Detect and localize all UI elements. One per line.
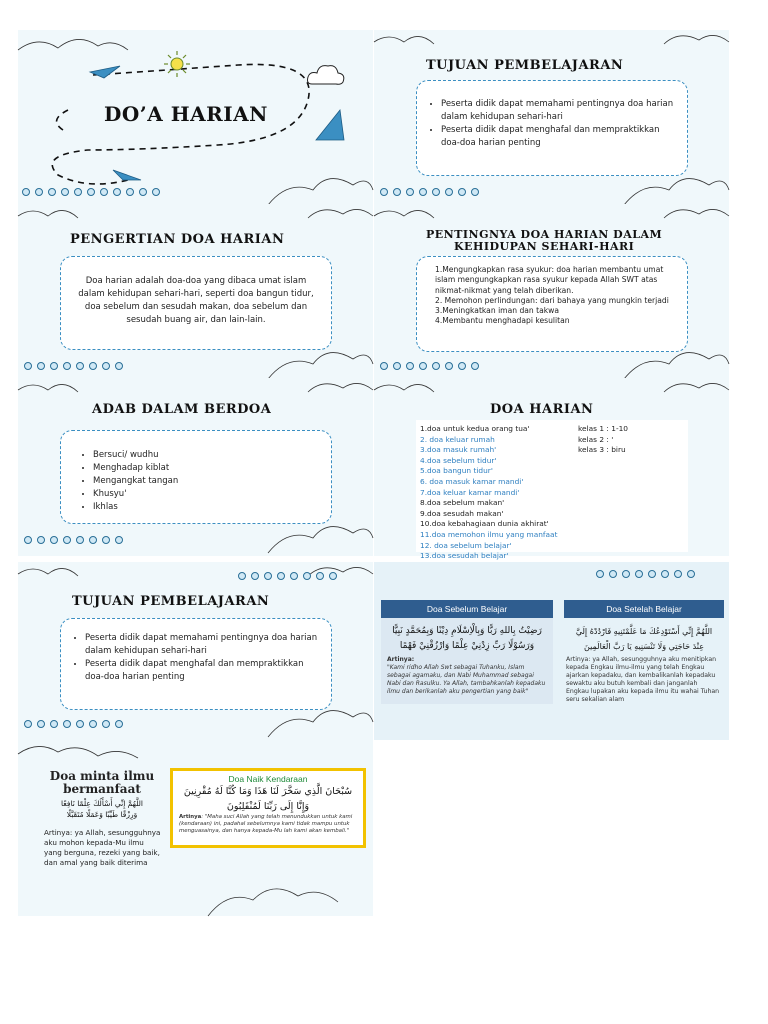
kelas-item: kelas 2 : '	[578, 434, 614, 444]
slide-doa-list	[374, 378, 729, 561]
list-item: 10.doa kebahagiaan dunia akhirat'	[420, 519, 549, 529]
adab-list	[77, 449, 319, 514]
card-title: Doa Naik Kendaraan	[228, 774, 308, 784]
bubble-row	[380, 188, 479, 196]
translation-text: Artinya: ya Allah, sesungguhnya aku mohon kepada-Mu ilmu yang berguna, rezeki yang baik, dan amal yang baik diterima	[44, 828, 161, 867]
bubble-row	[24, 536, 123, 544]
doa-list	[420, 424, 558, 572]
slide-title-text: DO’A HARIAN	[104, 102, 268, 126]
objective-list	[425, 98, 675, 150]
cloud-icon	[306, 60, 346, 88]
doa-setelah-belajar-card	[564, 600, 724, 704]
list-item: • Peserta didik dapat menghafal dan mempraktikkan doa-doa harian penting	[85, 658, 319, 684]
list-item: • Peserta didik dapat menghafal dan mempraktikkan doa-doa harian penting	[441, 124, 675, 150]
slide-tujuan-1	[374, 30, 729, 208]
paper-plane-icon	[113, 166, 141, 182]
list-item: 2. Memohon perlindungan: dari bahaya yang mungkin terjadi	[435, 295, 669, 305]
list-item: 8.doa sebelum makan'	[420, 498, 505, 508]
card-title: Doa Setelah Belajar	[564, 600, 724, 618]
artinya-label: Artinya:	[387, 656, 415, 663]
list-item: 11.doa memohon ilmu yang manfaat	[420, 529, 558, 539]
list-item: • Peserta didik dapat memahami pentingnya doa harian dalam kehidupan sehari-hari	[85, 632, 319, 658]
translation-text: : "Maha suci Allah yang telah menundukkan untuk kami (kendaraan) ini, padahal sebelumnya kami tidak mampu untuk menguasainya, dan hanya kepada-Mu lah kami akan kembali."	[179, 814, 353, 834]
bubble-row	[22, 188, 160, 196]
list-item: 7.doa keluar kamar mandi'	[420, 487, 520, 497]
content-box	[416, 256, 688, 352]
list-item: 12. doa sebelum belajar'	[420, 540, 512, 550]
doa-title: bermanfaat	[63, 782, 141, 796]
doa-sebelum-belajar-card	[381, 600, 553, 704]
slide-adab	[18, 378, 373, 556]
bubble-row	[238, 572, 337, 580]
list-item: 6. doa masuk kamar mandi'	[420, 476, 524, 486]
list-item: 13.doa sesudah belajar'	[420, 551, 509, 561]
slide-doa-lain	[18, 740, 373, 916]
content-box	[60, 256, 332, 350]
artinya-label: Artinya	[179, 814, 202, 820]
translation-text: Artinya: ya Allah, sesungguhnya aku menitipkan kepada Engkau ilmu-ilmu yang telah Engkau ajarkan kepadaku, dan kembalikanlah kepadaku sewaktu aku butuh kembali dan janganlah Engkau lupakan aku kepada ilmu itu wahai Tuhan seru sekalian alam	[566, 656, 720, 703]
slide-title-text: DOA HARIAN	[490, 402, 594, 417]
slide-title-text: TUJUAN PEMBELAJARAN	[426, 58, 624, 73]
arabic-text: اللَّهُمَّ إِنِّي أَسْتَوْدِعُكَ مَا عَلَّمْتَنِيهِ فَارْدُدْهُ إِلَيَّ	[575, 627, 713, 636]
list-item: 9.doa sesudah makan'	[420, 508, 504, 518]
bubble-row	[24, 720, 123, 728]
paper-plane-icon	[90, 64, 120, 80]
doa-title: Doa minta ilmu	[49, 769, 155, 783]
kelas-item: kelas 1 : 1-10	[578, 424, 629, 433]
arabic-text: وَرَسُوْلًا رَبِّ زِدْنِيْ عِلْمًا وَارْزُقْنِيْ فَهْمًا	[399, 641, 535, 651]
sun-icon	[163, 50, 191, 78]
bubble-row	[380, 362, 479, 370]
list-item: 5.doa bangun tidur'	[420, 466, 493, 476]
arabic-text: عِنْدَ حَاجَتِي وَلَا تَنْسَنِيهِ يَا رَبَّ الْعَالَمِينَ	[584, 642, 704, 651]
slide-title-text: TUJUAN PEMBELAJARAN	[72, 594, 270, 609]
list-item: 4.doa sebelum tidur'	[420, 455, 497, 465]
slide-pengertian	[18, 204, 373, 382]
content-box	[416, 80, 688, 176]
list-item: 1.Mengungkapkan rasa syukur: doa harian membantu umat islam mengungkapkan rasa syukur kepada Allah SWT atas nikmat-nikmat yang telah diberikan.	[435, 265, 664, 295]
list-item: 3.Meningkatkan iman dan takwa	[435, 306, 560, 316]
paper-plane-icon	[316, 110, 344, 144]
list-item: 4.Membantu menghadapi kesulitan	[435, 316, 570, 326]
kelas-legend	[578, 424, 628, 456]
slide-title	[18, 30, 373, 208]
arabic-text: وَإِنَّا إِلَى رَبِّنَا لَمُنْقَلِبُونَ	[226, 801, 310, 812]
slide-tujuan-2	[18, 562, 373, 740]
slide-title-text: ADAB DALAM BERDOA	[92, 402, 272, 417]
doa-minta-ilmu	[42, 770, 162, 820]
list-item: 2. doa keluar rumah	[420, 434, 495, 444]
arabic-text: رَضِيْتُ بِاللهِ رَبًّا وَبِالْاِسْلَامِ دِيْنًا وَبِمُحَمَّدٍ نَبِيًّا	[392, 626, 542, 636]
content-box	[60, 430, 332, 524]
content-box	[60, 618, 332, 710]
list-item: • Bersuci/ wudhu	[93, 449, 319, 462]
bubble-row	[24, 362, 123, 370]
slide-title-text: PENGERTIAN DOA HARIAN	[70, 232, 285, 247]
translation-text: "Kami ridho Allah Swt sebagai Tuhanku, Islam sebagai agamaku, dan Nabi Muhammad sebagai Nabi dan Rasulku. Ya Allah, tambahkanlah kepadaku ilmu dan berikanlah aku pengertian yang baik"	[387, 664, 546, 695]
list-item: • Peserta didik dapat memahami pentingnya doa harian dalam kehidupan sehari-hari	[441, 98, 675, 124]
objective-list	[69, 632, 319, 684]
doa-naik-kendaraan-card	[170, 768, 366, 848]
list-item: • Khusyu'	[93, 488, 319, 501]
kelas-item: kelas 3 : biru	[578, 445, 626, 455]
arabic-text: وَرِزْقًا طَيِّبًا وَعَمَلًا مُتَقَبَّلًا	[66, 810, 138, 819]
list-item: • Ikhlas	[93, 501, 319, 514]
slide-title-text: KEHIDUPAN SEHARI-HARI	[454, 240, 635, 253]
list-item: • Menghadap kiblat	[93, 462, 319, 475]
slide-title-text: PENTINGNYA DOA HARIAN DALAM	[426, 228, 663, 241]
arabic-text: سُبْحَانَ الَّذِي سَخَّرَ لَنَا هَذَا وَمَا كُنَّا لَهُ مُقْرِنِينَ	[183, 786, 353, 797]
card-title: Doa Sebelum Belajar	[381, 600, 553, 618]
slide-doa-belajar	[374, 562, 729, 740]
list-item: 1.doa untuk kedua orang tua'	[420, 424, 530, 433]
list-item: • Mengangkat tangan	[93, 475, 319, 488]
list-item: 3.doa masuk rumah'	[420, 445, 497, 455]
slide-pentingnya	[374, 204, 729, 382]
definition-text: Doa harian adalah doa-doa yang dibaca umat islam dalam kehidupan sehari-hari, seperti doa bangun tidur, doa sebelum dan sesudah makan, doa sebelum dan sesudah buang air, dan lain-lain.	[78, 276, 314, 325]
arabic-text: اللَّهُمَّ إِنِّي أَسْأَلُكَ عِلْمًا نَافِعًا	[61, 799, 143, 808]
bubble-row	[596, 570, 695, 578]
